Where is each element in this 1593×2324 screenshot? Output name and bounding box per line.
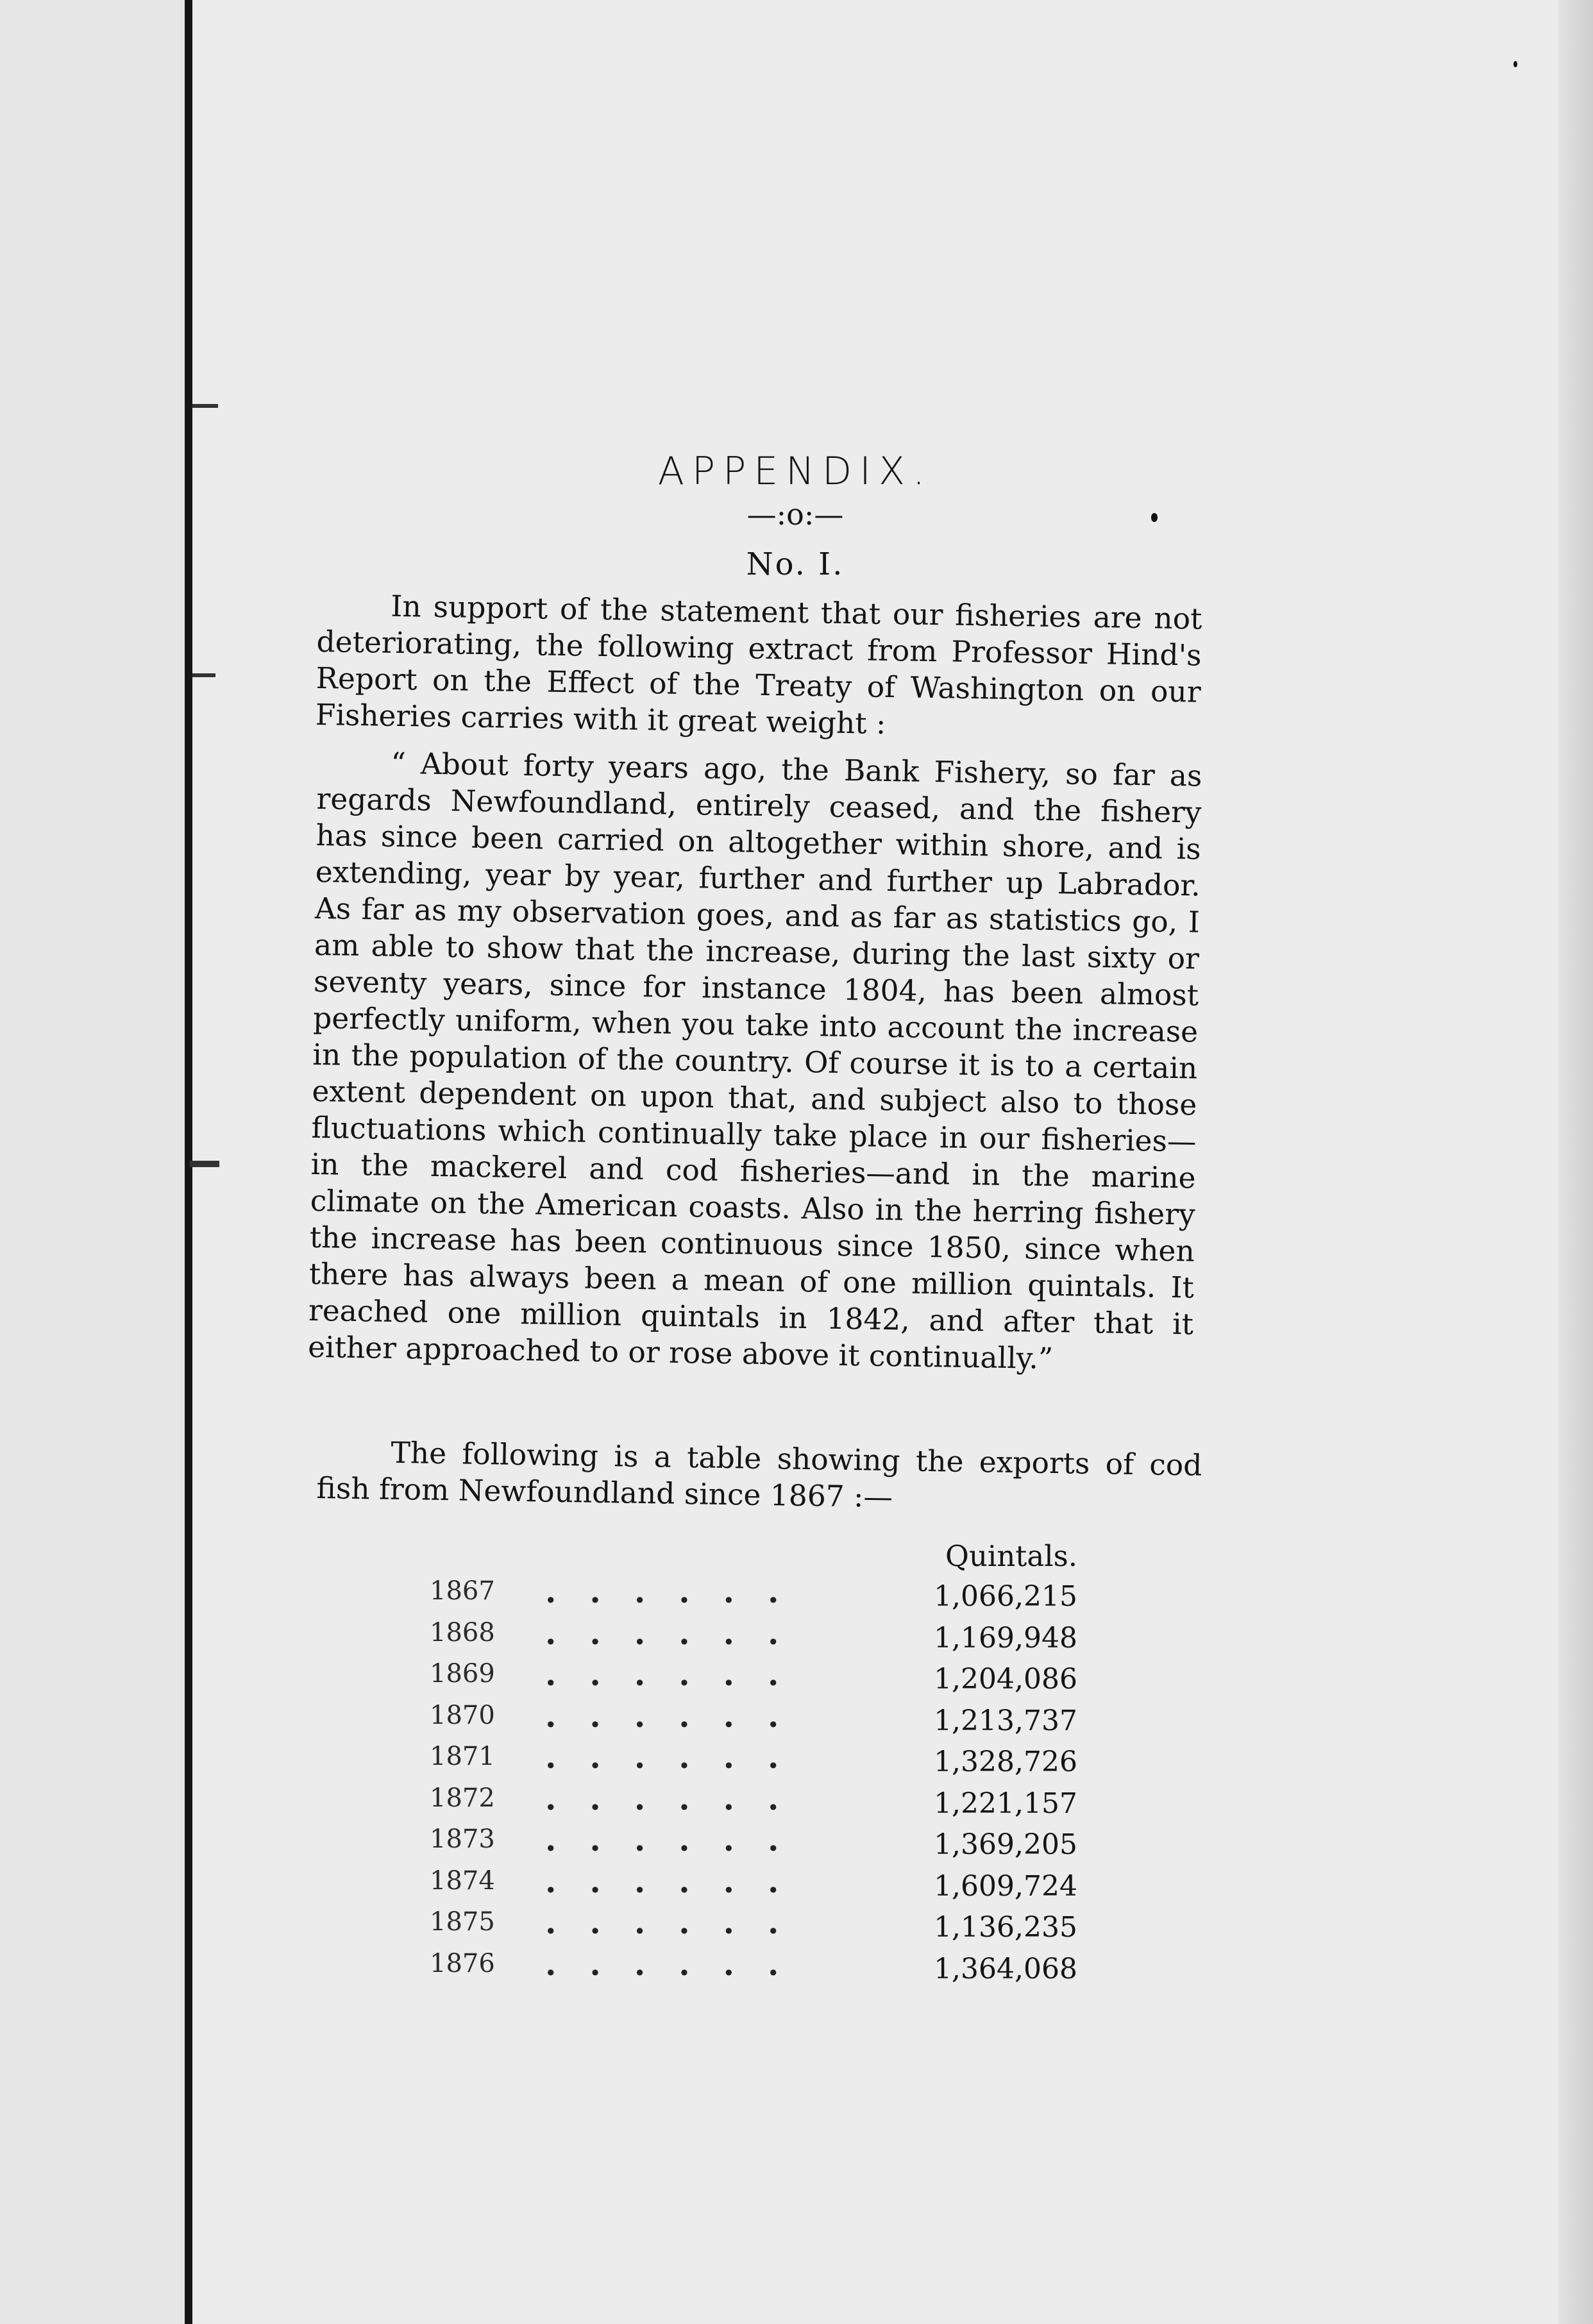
table-row — [410, 1903, 1077, 1946]
intro-paragraph: In support of the statement that our fisheries are not deteriorating, the following extract from Professor Hind's Report on the Effect of the Treaty of Washington on our Fisheries carries with it great weight : — [315, 589, 1202, 741]
table-row — [410, 1613, 1077, 1656]
year-cell: 1873 — [430, 1824, 495, 1854]
quintals-cell: 1,364,068 — [934, 1952, 1077, 1985]
binding-notch — [192, 404, 218, 408]
year-cell: 1876 — [430, 1948, 495, 1978]
page-title: APPENDIX. — [657, 449, 933, 494]
quintals-cell: 1,204,086 — [934, 1663, 1077, 1696]
table-intro-paragraph: The following is a table showing the exports of cod fish from Newfoundland since 1867 :— — [316, 1435, 1202, 1515]
table-row — [410, 1572, 1077, 1615]
table-row — [410, 1655, 1077, 1697]
facing-page-margin — [0, 0, 186, 2324]
dot-leader: ...... — [545, 1821, 813, 1858]
table-row — [410, 1779, 1077, 1822]
table-row — [410, 1944, 1077, 1987]
year-cell: 1870 — [430, 1700, 495, 1730]
table-row — [410, 1862, 1077, 1905]
table-row — [410, 1821, 1077, 1863]
intro-paragraph-block — [315, 587, 1202, 741]
dot-leader: ...... — [545, 1779, 813, 1817]
dot-leader: ...... — [545, 1903, 813, 1941]
quintals-cell: 1,221,157 — [934, 1787, 1077, 1820]
quintals-cell: 1,328,726 — [934, 1746, 1077, 1778]
table-row — [410, 1738, 1077, 1780]
dot-leader: ...... — [545, 1613, 813, 1652]
ink-speck — [1513, 61, 1517, 67]
quintals-cell: 1,169,948 — [934, 1621, 1077, 1655]
table-intro-paragraph-block — [316, 1433, 1202, 1515]
year-cell: 1874 — [430, 1865, 495, 1896]
dot-leader: ...... — [545, 1696, 813, 1735]
binding-notch — [192, 673, 215, 677]
quotation-paragraph: “ About forty years ago, the Bank Fishery, so far as regards Newfoundland, entirely ceased, and the fishery has since been carried on altogether within shore, and is extending, year by year, further and further up Labrador. As far as my observation goes, and as far as statistics go, I am able to show that the increase, during the last sixty or seventy years, since for instance 1804, has been almost perfectly uniform, when you take into account the increase in the population of the country. Of course it is to a certain extent dependent on upon that, and subject also to those fluctuations which continually take place in our fisheries—in the mackerel and cod fisheries—and in the marine climate on the American coasts. Also in the herring fishery the increase has been continuous since 1850, since when there has always been a mean of one million quintals. It reached one million quintals in 1842, and after that it either approached to or rose above it continually.” — [307, 746, 1202, 1376]
quintals-cell: 1,609,724 — [934, 1869, 1077, 1903]
quintals-cell: 1,369,205 — [934, 1828, 1077, 1861]
table-row — [410, 1696, 1077, 1739]
year-cell: 1872 — [430, 1783, 495, 1813]
binding-notch — [190, 1161, 219, 1167]
dot-leader: ...... — [545, 1944, 813, 1983]
year-cell: 1867 — [430, 1576, 495, 1606]
quintals-column-header: Quintals. — [945, 1539, 1077, 1573]
year-cell: 1869 — [430, 1659, 495, 1688]
dot-leader: ...... — [545, 1655, 813, 1693]
dot-leader: ...... — [545, 1572, 813, 1610]
year-cell: 1875 — [430, 1907, 495, 1937]
year-cell: 1871 — [430, 1742, 495, 1771]
page-edge-shadow — [1558, 0, 1593, 2324]
quintals-cell: 1,136,235 — [934, 1911, 1077, 1944]
title-separator: —:o:— — [746, 497, 844, 532]
quintals-cell: 1,066,215 — [934, 1580, 1077, 1613]
quotation-paragraph-block — [307, 744, 1202, 1376]
ink-speck — [1151, 513, 1158, 522]
quintals-cell: 1,213,737 — [934, 1704, 1077, 1737]
year-cell: 1868 — [430, 1617, 495, 1647]
appendix-number: No. I. — [746, 546, 845, 582]
dot-leader: ...... — [545, 1862, 813, 1900]
dot-leader: ...... — [545, 1738, 813, 1776]
